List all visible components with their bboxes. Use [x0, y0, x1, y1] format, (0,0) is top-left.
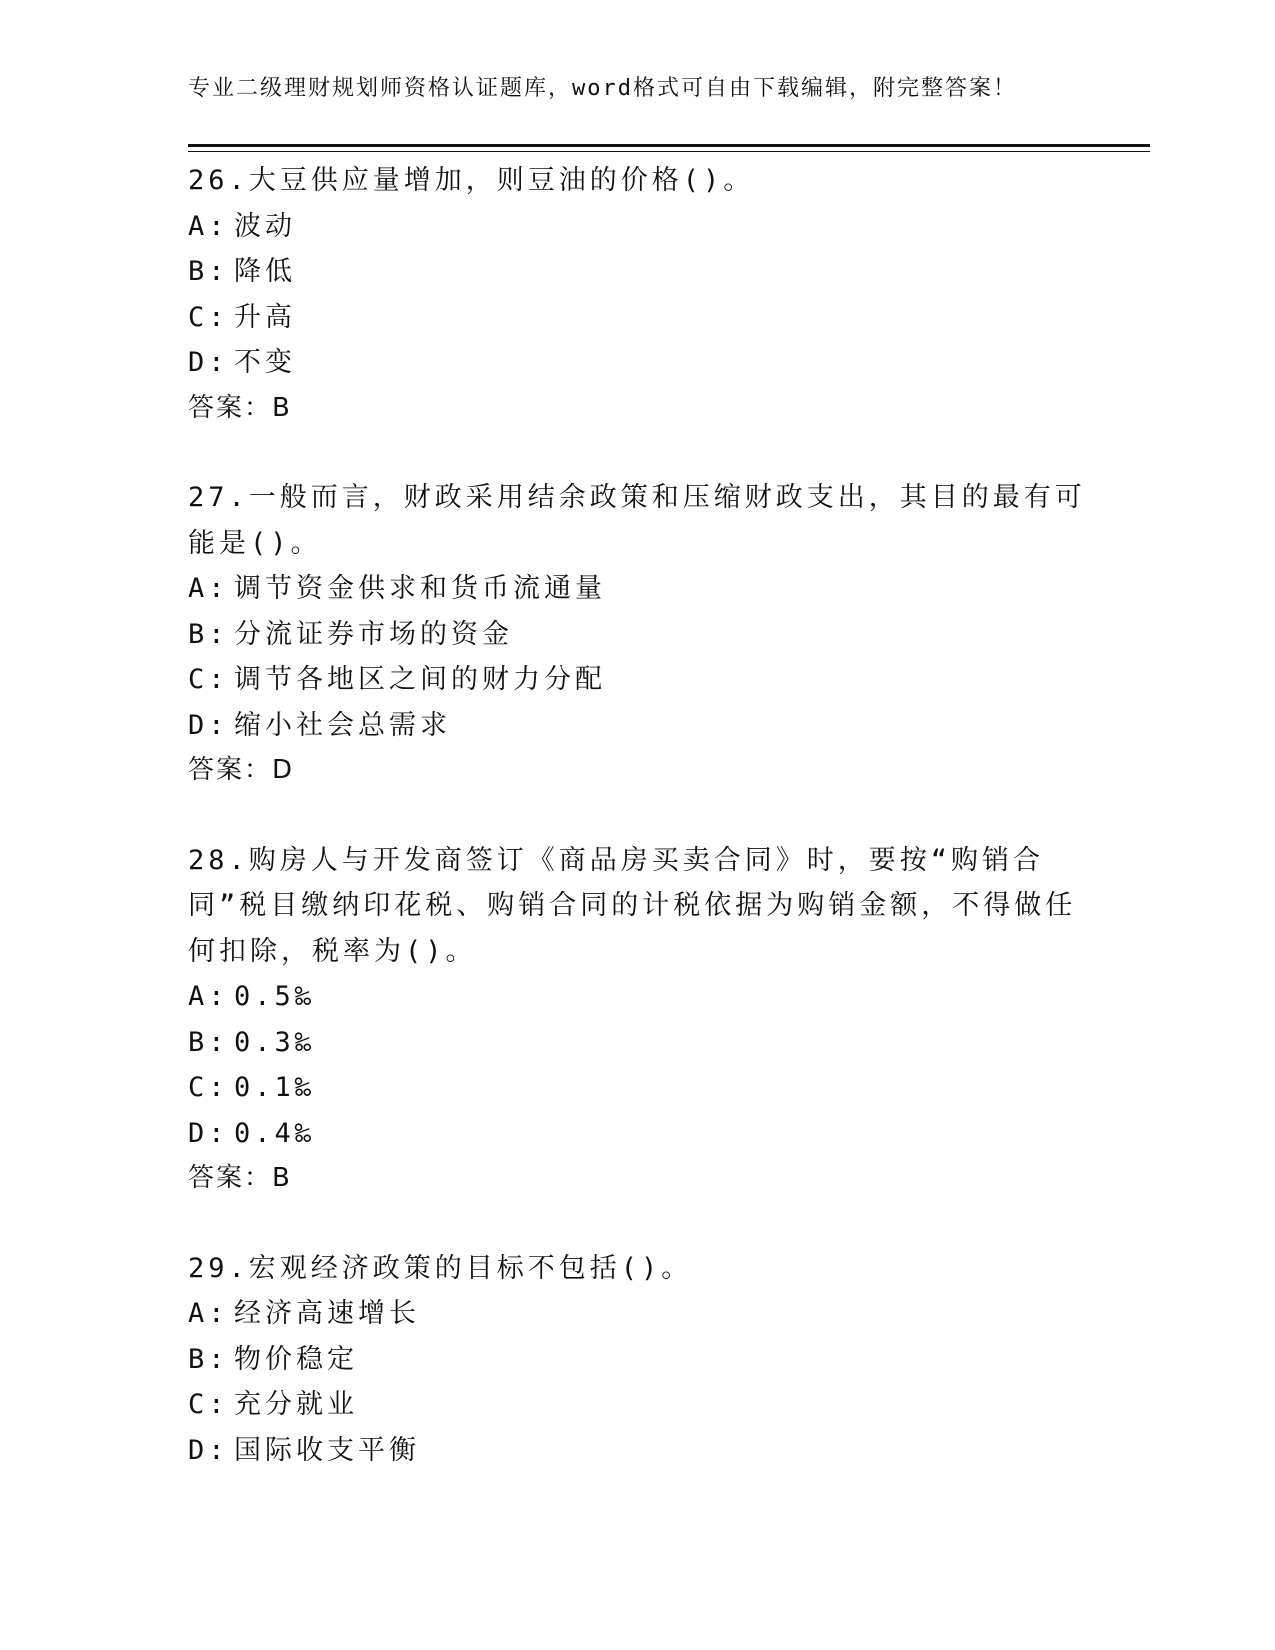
option-letter: D: — [188, 709, 229, 741]
option-letter: A: — [188, 1298, 229, 1329]
option-letter: C: — [188, 1389, 229, 1420]
option-text: 物价稳定 — [234, 1343, 358, 1375]
option-c — [188, 657, 1088, 703]
option-a — [188, 974, 1088, 1020]
option-letter: B: — [188, 256, 229, 287]
option-text: 0.5‰ — [234, 981, 316, 1012]
option-letter: D: — [188, 347, 229, 378]
page-header: 专业二级理财规划师资格认证题库，word格式可自由下载编辑，附完整答案！ — [188, 76, 1017, 101]
option-text: 经济高速增长 — [234, 1298, 420, 1329]
option-letter: D: — [188, 1117, 229, 1149]
option-b — [188, 1337, 1088, 1383]
option-a — [188, 1291, 1088, 1337]
option-text: 调节各地区之间的财力分配 — [234, 664, 606, 695]
option-letter: C: — [188, 1072, 229, 1103]
option-text: 分流证券市场的资金 — [234, 618, 513, 650]
question-26 — [188, 158, 1088, 431]
option-b — [188, 1020, 1088, 1066]
option-text: 升高 — [234, 301, 296, 333]
option-text: 降低 — [234, 256, 296, 287]
header-rule-thin — [188, 151, 1150, 152]
answer-line: 答案：D — [188, 755, 295, 785]
option-letter: A: — [188, 573, 229, 604]
option-text: 波动 — [234, 210, 296, 242]
question-list — [188, 158, 1088, 1473]
option-c — [188, 1382, 1088, 1428]
option-letter: D: — [188, 1434, 229, 1466]
answer-line: 答案：B — [188, 1163, 292, 1193]
option-b — [188, 249, 1088, 295]
option-text: 不变 — [234, 347, 296, 378]
option-letter: B: — [188, 1026, 229, 1058]
option-letter: A: — [188, 210, 229, 242]
option-a — [188, 204, 1088, 250]
option-letter: A: — [188, 981, 229, 1012]
option-c — [188, 1065, 1088, 1111]
option-text: 充分就业 — [234, 1389, 358, 1420]
question-stem: 27.一般而言，财政采用结余政策和压缩财政支出，其目的最有可能是()。 — [188, 482, 1086, 559]
option-letter: B: — [188, 1343, 229, 1375]
option-d — [188, 703, 1088, 749]
option-letter: B: — [188, 618, 229, 650]
option-c — [188, 295, 1088, 341]
option-text: 缩小社会总需求 — [234, 709, 451, 741]
option-text: 0.1‰ — [234, 1072, 316, 1103]
question-stem: 28.购房人与开发商签订《商品房买卖合同》时，要按“购销合同”税目缴纳印花税、购销合同的计税依据为购销金额，不得做任何扣除，税率为()。 — [188, 844, 1077, 967]
option-letter: C: — [188, 301, 229, 333]
option-d — [188, 1428, 1088, 1474]
option-letter: C: — [188, 664, 229, 695]
header-rule-thick — [188, 144, 1150, 147]
option-a — [188, 566, 1088, 612]
answer-line: 答案：B — [188, 392, 292, 423]
question-stem: 29.宏观经济政策的目标不包括()。 — [188, 1252, 693, 1284]
option-d — [188, 340, 1088, 386]
option-d — [188, 1111, 1088, 1157]
question-stem: 26.大豆供应量增加，则豆油的价格()。 — [188, 165, 755, 196]
option-text: 0.4‰ — [234, 1117, 316, 1149]
option-text: 国际收支平衡 — [234, 1434, 420, 1466]
option-text: 调节资金供求和货币流通量 — [234, 573, 606, 604]
question-27 — [188, 475, 1088, 794]
option-text: 0.3‰ — [234, 1026, 316, 1058]
question-29 — [188, 1246, 1088, 1474]
question-28 — [188, 838, 1088, 1202]
option-b — [188, 612, 1088, 658]
